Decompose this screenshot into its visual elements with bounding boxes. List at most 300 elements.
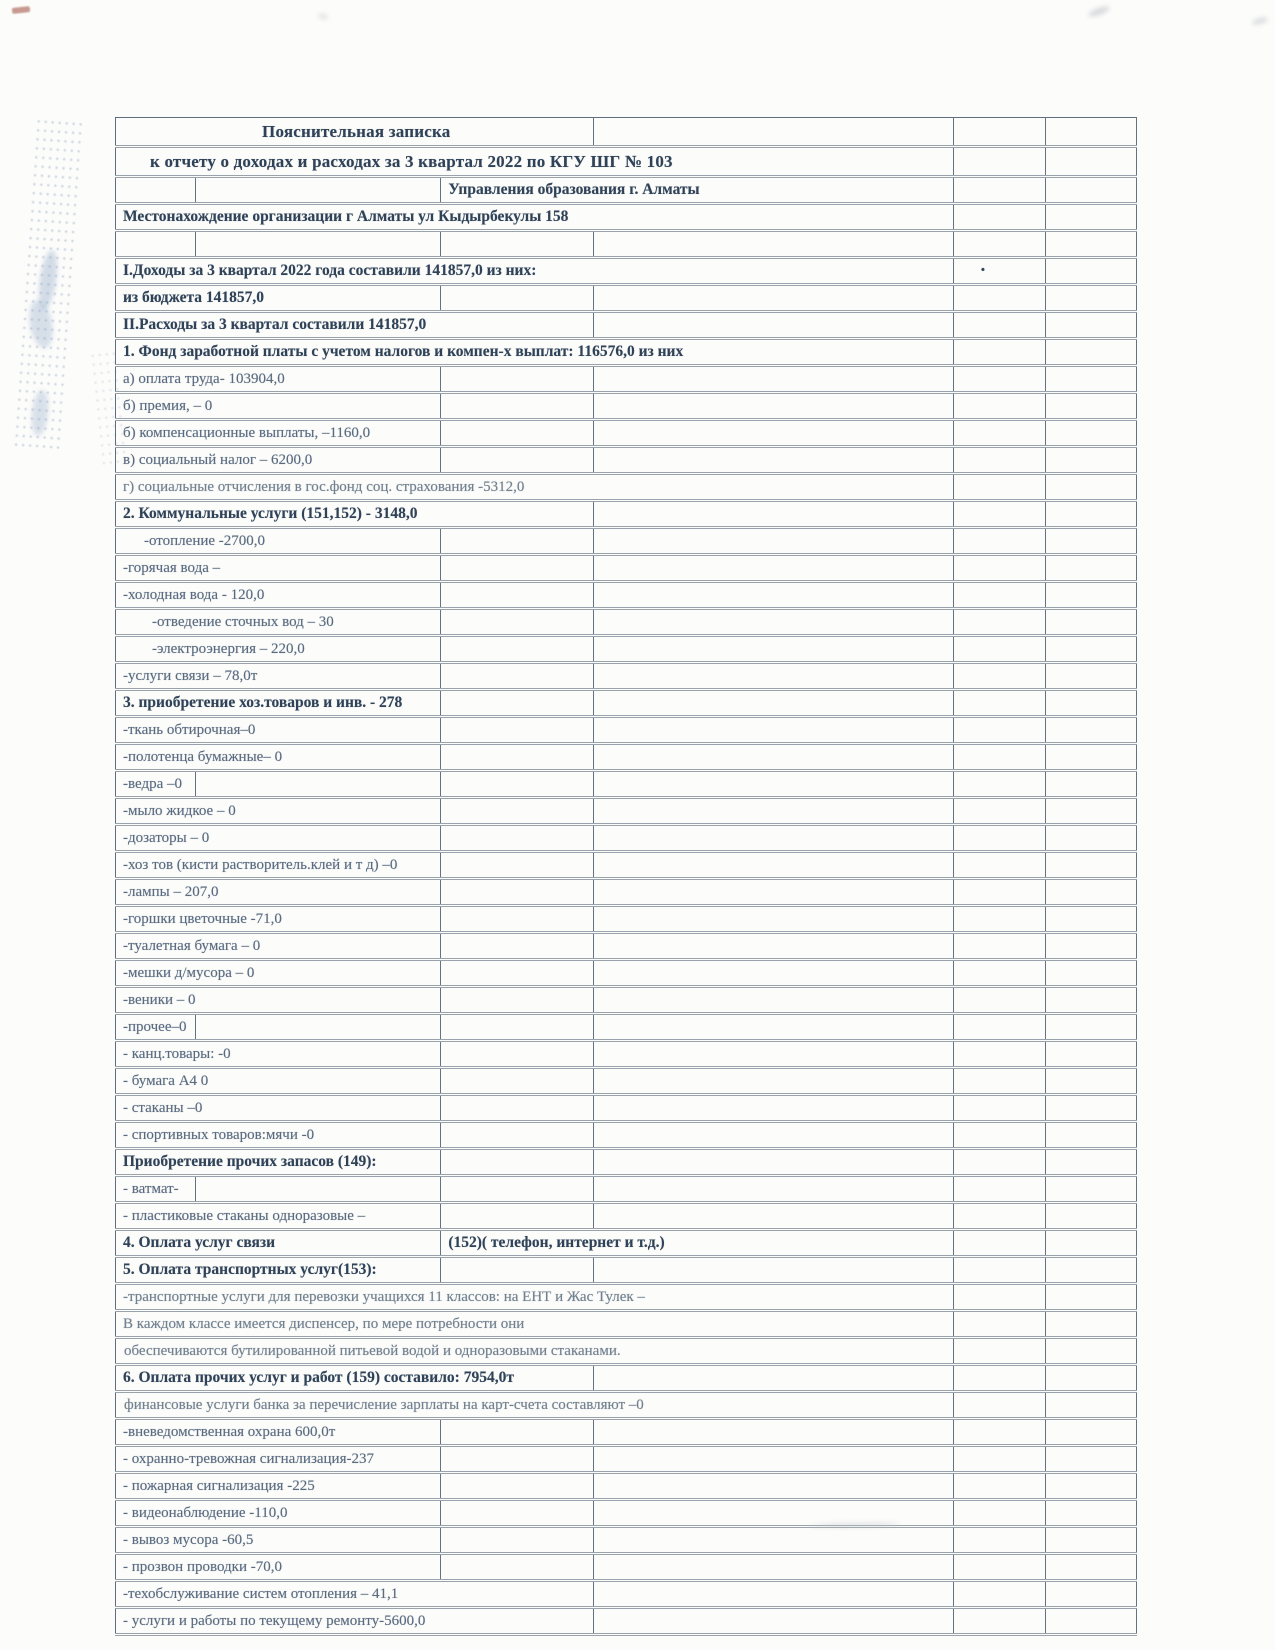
table-cell-empty <box>1045 1392 1136 1419</box>
table-cell-text: - вывоз мусора -60,5 <box>116 1527 441 1554</box>
table-row <box>116 1311 1137 1338</box>
table-cell-empty <box>953 1122 1045 1149</box>
table-cell-empty <box>953 879 1045 906</box>
table-cell-empty <box>594 879 953 906</box>
table-row <box>116 1041 1137 1068</box>
table-row <box>116 1068 1137 1095</box>
table-cell-empty <box>594 1041 953 1068</box>
table-cell-empty <box>1045 1176 1136 1203</box>
table-cell-empty <box>1045 501 1136 528</box>
table-cell-empty <box>594 717 953 744</box>
table-cell-text: -ведра –0 <box>116 771 196 798</box>
table-cell-empty <box>1045 1473 1136 1500</box>
table-cell-empty <box>953 1176 1045 1203</box>
table-cell-empty <box>953 393 1045 420</box>
table-row <box>116 258 1137 285</box>
table-cell-empty <box>441 285 594 312</box>
table-cell-empty <box>1045 285 1136 312</box>
table-cell-text: 6. Оплата прочих услуг и работ (159) составило: 7954,0т <box>116 1365 594 1392</box>
table-cell-empty <box>441 906 594 933</box>
table-cell-empty <box>1045 960 1136 987</box>
table-cell-empty <box>1045 1311 1136 1338</box>
table-cell-empty <box>953 1581 1045 1608</box>
table-cell-text: -мыло жидкое – 0 <box>116 798 441 825</box>
table-cell-empty <box>953 420 1045 447</box>
table-row <box>116 609 1137 636</box>
table-cell-empty <box>594 1419 953 1446</box>
table-row <box>116 852 1137 879</box>
table-cell-text: Приобретение прочих запасов (149): <box>116 1149 441 1176</box>
table-cell-text: -электроэнергия – 220,0 <box>116 636 441 663</box>
table-row <box>116 825 1137 852</box>
table-cell-empty <box>594 1581 953 1608</box>
table-row <box>116 528 1137 555</box>
table-cell-empty <box>594 1446 953 1473</box>
table-cell-empty <box>594 906 953 933</box>
table-cell-text: -хоз тов (кисти растворитель.клей и т д) –0 <box>116 852 441 879</box>
table-cell-empty <box>1045 231 1136 258</box>
table-body <box>116 118 1137 1635</box>
table-cell-empty <box>1045 1041 1136 1068</box>
table-cell-empty <box>1045 555 1136 582</box>
table-cell-empty <box>953 1527 1045 1554</box>
table-row <box>116 1338 1137 1365</box>
table-cell-empty <box>441 393 594 420</box>
table-cell-text: к отчету о доходах и расходах за 3 квартал 2022 по КГУ ШГ № 103 <box>116 147 954 177</box>
table-cell-empty <box>196 177 441 204</box>
table-row <box>116 204 1137 231</box>
table-cell-empty <box>953 1500 1045 1527</box>
table-cell-empty <box>1045 717 1136 744</box>
table-row <box>116 1122 1137 1149</box>
table-cell-empty <box>594 1365 953 1392</box>
table-row <box>116 663 1137 690</box>
table-row <box>116 1149 1137 1176</box>
table-cell-empty <box>953 960 1045 987</box>
table-cell-empty <box>1045 147 1136 177</box>
table-cell-empty <box>1045 1608 1136 1635</box>
table-cell-text: -отведение сточных вод – 30 <box>116 609 441 636</box>
table-cell-empty <box>953 1284 1045 1311</box>
table-cell-text: -лампы – 207,0 <box>116 879 441 906</box>
table-cell-empty <box>953 447 1045 474</box>
table-row <box>116 501 1137 528</box>
table-row <box>116 1176 1137 1203</box>
table-cell-empty <box>594 771 953 798</box>
table-cell-text: б) компенсационные выплаты, –1160,0 <box>116 420 441 447</box>
table-cell-text: - ватмат- <box>116 1176 196 1203</box>
table-cell-empty <box>1045 987 1136 1014</box>
table-cell-empty <box>1045 1149 1136 1176</box>
table-row <box>116 1554 1137 1581</box>
table-row <box>116 636 1137 663</box>
table-cell-empty <box>953 204 1045 231</box>
table-cell-empty <box>441 825 594 852</box>
table-cell-empty <box>1045 1203 1136 1230</box>
table-cell-text: обеспечиваются бутилированной питьевой водой и одноразовыми стаканами. <box>116 1338 954 1365</box>
table-cell-empty <box>1045 177 1136 204</box>
table-row <box>116 555 1137 582</box>
table-cell-empty <box>953 339 1045 366</box>
table-cell-empty <box>441 852 594 879</box>
table-row <box>116 1095 1137 1122</box>
table-row <box>116 1473 1137 1500</box>
table-cell-empty <box>441 1500 594 1527</box>
table-cell-empty <box>1045 1284 1136 1311</box>
table-cell-empty <box>594 1176 953 1203</box>
table-cell-empty <box>441 933 594 960</box>
table-cell-empty <box>594 1500 953 1527</box>
table-cell-empty <box>953 663 1045 690</box>
table-cell-empty <box>953 1392 1045 1419</box>
table-cell-text: -прочее–0 <box>116 1014 196 1041</box>
table-cell-empty <box>441 1257 594 1284</box>
table-cell-text: -техобслуживание систем отопления – 41,1 <box>116 1581 594 1608</box>
table-cell-empty <box>953 1041 1045 1068</box>
table-cell-empty <box>1045 906 1136 933</box>
table-cell-empty <box>441 1419 594 1446</box>
table-row <box>116 771 1137 798</box>
table-cell-text: -мешки д/мусора – 0 <box>116 960 441 987</box>
table-cell-empty <box>953 1257 1045 1284</box>
table-cell-empty <box>441 582 594 609</box>
table-cell-empty <box>1045 204 1136 231</box>
table-cell-empty <box>1045 1365 1136 1392</box>
table-cell-empty <box>1045 420 1136 447</box>
table-cell-text: II.Расходы за 3 квартал составили 141857,0 <box>116 312 594 339</box>
table-cell-text: -вневедомственная охрана 600,0т <box>116 1419 441 1446</box>
table-row <box>116 582 1137 609</box>
table-cell-empty <box>953 1446 1045 1473</box>
table-cell-empty <box>953 1419 1045 1446</box>
table-cell-text: -ткань обтирочная–0 <box>116 717 441 744</box>
table-cell-empty <box>953 474 1045 501</box>
table-cell-text: г) социальные отчисления в гос.фонд соц. страхования -5312,0 <box>116 474 954 501</box>
table-cell-empty <box>594 1203 953 1230</box>
table-cell-text: -полотенца бумажные– 0 <box>116 744 441 771</box>
table-row <box>116 312 1137 339</box>
table-cell-text: · <box>953 258 1045 285</box>
table-cell-empty <box>1045 1446 1136 1473</box>
table-cell-text: - пожарная сигнализация -225 <box>116 1473 441 1500</box>
table-cell-empty <box>953 1095 1045 1122</box>
table-cell-empty <box>1045 1419 1136 1446</box>
table-cell-empty <box>953 798 1045 825</box>
table-row <box>116 177 1137 204</box>
table-row <box>116 231 1137 258</box>
table-cell-empty <box>953 933 1045 960</box>
table-cell-empty <box>441 1014 594 1041</box>
table-cell-empty <box>594 528 953 555</box>
table-cell-text: - пластиковые стаканы одноразовые – <box>116 1203 441 1230</box>
table-cell-text: (152)( телефон, интернет и т.д.) <box>441 1230 953 1257</box>
table-cell-empty <box>1045 636 1136 663</box>
table-cell-empty <box>594 501 953 528</box>
table-cell-empty <box>1045 366 1136 393</box>
table-cell-empty <box>953 118 1045 147</box>
table-cell-text: 1. Фонд заработной платы с учетом налогов и компен-х выплат: 116576,0 из них <box>116 339 954 366</box>
table-cell-empty <box>441 663 594 690</box>
table-cell-empty <box>594 1149 953 1176</box>
table-row <box>116 798 1137 825</box>
table-cell-empty <box>594 690 953 717</box>
table-cell-empty <box>1045 798 1136 825</box>
table-cell-text: - видеонаблюдение -110,0 <box>116 1500 441 1527</box>
table-row <box>116 960 1137 987</box>
table-cell-empty <box>1045 1230 1136 1257</box>
table-cell-empty <box>441 636 594 663</box>
table-cell-empty <box>953 1068 1045 1095</box>
table-cell-empty <box>1045 582 1136 609</box>
table-row <box>116 366 1137 393</box>
table-row <box>116 393 1137 420</box>
table-cell-text: - услуги и работы по текущему ремонту-5600,0 <box>116 1608 594 1635</box>
table-cell-empty <box>594 1014 953 1041</box>
table-cell-empty <box>953 1014 1045 1041</box>
table-cell-text: -горячая вода – <box>116 555 441 582</box>
table-row <box>116 987 1137 1014</box>
table-cell-text: -холодная вода - 120,0 <box>116 582 441 609</box>
table-cell-empty <box>953 1149 1045 1176</box>
table-cell-empty <box>441 744 594 771</box>
table-cell-empty <box>441 960 594 987</box>
table-row <box>116 1284 1137 1311</box>
table-row <box>116 1419 1137 1446</box>
table-cell-empty <box>1045 528 1136 555</box>
table-cell-empty <box>441 1149 594 1176</box>
table-cell-empty <box>1045 1257 1136 1284</box>
table-cell-empty <box>953 366 1045 393</box>
table-cell-empty <box>594 447 953 474</box>
table-cell-empty <box>594 1554 953 1581</box>
table-cell-empty <box>953 285 1045 312</box>
table-cell-empty <box>441 798 594 825</box>
table-row <box>116 717 1137 744</box>
table-cell-empty <box>1045 393 1136 420</box>
table-cell-empty <box>441 1527 594 1554</box>
table-cell-empty <box>116 177 196 204</box>
table-cell-empty <box>441 366 594 393</box>
table-cell-empty <box>1045 609 1136 636</box>
table-row <box>116 1230 1137 1257</box>
table-cell-empty <box>441 879 594 906</box>
table-cell-empty <box>953 636 1045 663</box>
table-cell-empty <box>953 1554 1045 1581</box>
table-cell-text: - бумага А4 0 <box>116 1068 441 1095</box>
table-row <box>116 1365 1137 1392</box>
table-cell-empty <box>594 636 953 663</box>
table-cell-empty <box>441 1176 594 1203</box>
table-cell-empty <box>1045 690 1136 717</box>
table-cell-empty <box>594 393 953 420</box>
table-cell-empty <box>953 825 1045 852</box>
table-cell-text: Местонахождение организации г Алматы ул Кыдырбекулы 158 <box>116 204 954 231</box>
table-cell-empty <box>441 420 594 447</box>
table-cell-empty <box>594 798 953 825</box>
table-cell-empty <box>441 555 594 582</box>
table-row <box>116 933 1137 960</box>
table-cell-empty <box>1045 1500 1136 1527</box>
table-cell-empty <box>1045 118 1136 147</box>
table-cell-empty <box>196 1176 441 1203</box>
table-cell-empty <box>1045 1581 1136 1608</box>
table-row <box>116 1500 1137 1527</box>
table-cell-text: 2. Коммунальные услуги (151,152) - 3148,0 <box>116 501 594 528</box>
table-cell-empty <box>953 771 1045 798</box>
table-cell-empty <box>953 501 1045 528</box>
table-cell-empty <box>594 555 953 582</box>
table-row <box>116 906 1137 933</box>
table-cell-text: - канц.товары: -0 <box>116 1041 441 1068</box>
table-cell-empty <box>1045 1014 1136 1041</box>
table-cell-empty <box>441 231 594 258</box>
table-cell-text: -дозаторы – 0 <box>116 825 441 852</box>
table-cell-empty <box>196 1014 441 1041</box>
table-cell-text: - прозвон проводки -70,0 <box>116 1554 441 1581</box>
table-cell-empty <box>1045 258 1136 285</box>
table-cell-empty <box>594 118 953 147</box>
table-cell-text: 4. Оплата услуг связи <box>116 1230 441 1257</box>
table-cell-text: - охранно-тревожная сигнализация-237 <box>116 1446 441 1473</box>
table-cell-empty <box>953 1230 1045 1257</box>
table-row <box>116 147 1137 177</box>
table-cell-empty <box>953 852 1045 879</box>
table-cell-empty <box>1045 744 1136 771</box>
table-cell-text: -отопление -2700,0 <box>116 528 441 555</box>
table-cell-empty <box>1045 1338 1136 1365</box>
table-cell-empty <box>953 744 1045 771</box>
table-cell-empty <box>196 231 441 258</box>
table-row <box>116 1446 1137 1473</box>
table-cell-text: из бюджета 141857,0 <box>116 285 441 312</box>
table-row <box>116 339 1137 366</box>
table-cell-empty <box>441 690 594 717</box>
table-cell-text: б) премия, – 0 <box>116 393 441 420</box>
table-cell-text: -транспортные услуги для перевозки учащихся 11 классов: на ЕНТ и Жас Тулек – <box>116 1284 954 1311</box>
table-row <box>116 1014 1137 1041</box>
table-cell-empty <box>953 1311 1045 1338</box>
table-cell-empty <box>953 177 1045 204</box>
table-cell-empty <box>1045 447 1136 474</box>
table-cell-text: I.Доходы за 3 квартал 2022 года составили 141857,0 из них: <box>116 258 954 285</box>
table-cell-empty <box>441 1446 594 1473</box>
table-cell-empty <box>953 147 1045 177</box>
table-cell-empty <box>594 366 953 393</box>
table-cell-empty <box>116 231 196 258</box>
table-cell-empty <box>441 609 594 636</box>
table-cell-empty <box>594 852 953 879</box>
table-cell-empty <box>953 1338 1045 1365</box>
table-row <box>116 447 1137 474</box>
table-row <box>116 118 1137 147</box>
table-cell-empty <box>953 717 1045 744</box>
table-cell-empty <box>594 312 953 339</box>
table-cell-empty <box>594 987 953 1014</box>
table-cell-empty <box>594 960 953 987</box>
table-row <box>116 420 1137 447</box>
table-cell-text: Управления образования г. Алматы <box>441 177 953 204</box>
table-cell-text: в) социальный налог – 6200,0 <box>116 447 441 474</box>
table-cell-empty <box>953 987 1045 1014</box>
table-cell-empty <box>953 690 1045 717</box>
table-cell-empty <box>594 825 953 852</box>
table-cell-empty <box>441 717 594 744</box>
table-cell-empty <box>594 1122 953 1149</box>
table-cell-empty <box>594 933 953 960</box>
table-cell-empty <box>594 1257 953 1284</box>
table-cell-empty <box>441 1203 594 1230</box>
table-cell-empty <box>1045 339 1136 366</box>
explanatory-note-table <box>115 117 1137 1636</box>
table-cell-empty <box>953 906 1045 933</box>
table-cell-empty <box>594 1473 953 1500</box>
table-cell-empty <box>594 1527 953 1554</box>
table-cell-empty <box>594 1095 953 1122</box>
table-cell-empty <box>1045 1122 1136 1149</box>
table-cell-empty <box>441 1554 594 1581</box>
table-row <box>116 285 1137 312</box>
table-cell-empty <box>953 1608 1045 1635</box>
table-cell-empty <box>441 1041 594 1068</box>
table-cell-empty <box>953 312 1045 339</box>
table-cell-empty <box>441 1473 594 1500</box>
table-cell-empty <box>594 582 953 609</box>
table-cell-text: -услуги связи – 78,0т <box>116 663 441 690</box>
table-cell-empty <box>594 420 953 447</box>
table-cell-text: - стаканы –0 <box>116 1095 441 1122</box>
table-cell-empty <box>594 663 953 690</box>
table-cell-text: -горшки цветочные -71,0 <box>116 906 441 933</box>
table-cell-empty <box>594 744 953 771</box>
table-cell-empty <box>441 528 594 555</box>
table-cell-text: - спортивных товаров:мячи -0 <box>116 1122 441 1149</box>
table-row <box>116 1203 1137 1230</box>
table-cell-empty <box>196 771 441 798</box>
table-cell-empty <box>594 609 953 636</box>
table-cell-empty <box>1045 1554 1136 1581</box>
table-cell-empty <box>953 609 1045 636</box>
table-cell-empty <box>1045 933 1136 960</box>
table-row <box>116 474 1137 501</box>
table-cell-empty <box>1045 825 1136 852</box>
table-cell-empty <box>1045 474 1136 501</box>
table-row <box>116 690 1137 717</box>
table-cell-empty <box>594 1068 953 1095</box>
table-row <box>116 744 1137 771</box>
table-cell-text: -туалетная бумага – 0 <box>116 933 441 960</box>
table-cell-text: Пояснительная записка <box>116 118 594 147</box>
table-cell-text: а) оплата труда- 103904,0 <box>116 366 441 393</box>
table-cell-empty <box>1045 879 1136 906</box>
table-cell-text: -веники – 0 <box>116 987 441 1014</box>
table-cell-empty <box>1045 1068 1136 1095</box>
table-row <box>116 1608 1137 1635</box>
table-cell-text: 3. приобретение хоз.товаров и инв. - 278 <box>116 690 441 717</box>
table-cell-empty <box>1045 771 1136 798</box>
table-row <box>116 1527 1137 1554</box>
table-cell-empty <box>1045 663 1136 690</box>
table-cell-text: финансовые услуги банка за перечисление зарплаты на карт-счета составляют –0 <box>116 1392 954 1419</box>
table-row <box>116 879 1137 906</box>
table-cell-empty <box>953 231 1045 258</box>
table-cell-empty <box>953 555 1045 582</box>
table-cell-empty <box>441 447 594 474</box>
table-cell-empty <box>953 582 1045 609</box>
table-cell-empty <box>441 987 594 1014</box>
table-cell-text: 5. Оплата транспортных услуг(153): <box>116 1257 441 1284</box>
table-cell-empty <box>441 1095 594 1122</box>
table-cell-empty <box>953 528 1045 555</box>
